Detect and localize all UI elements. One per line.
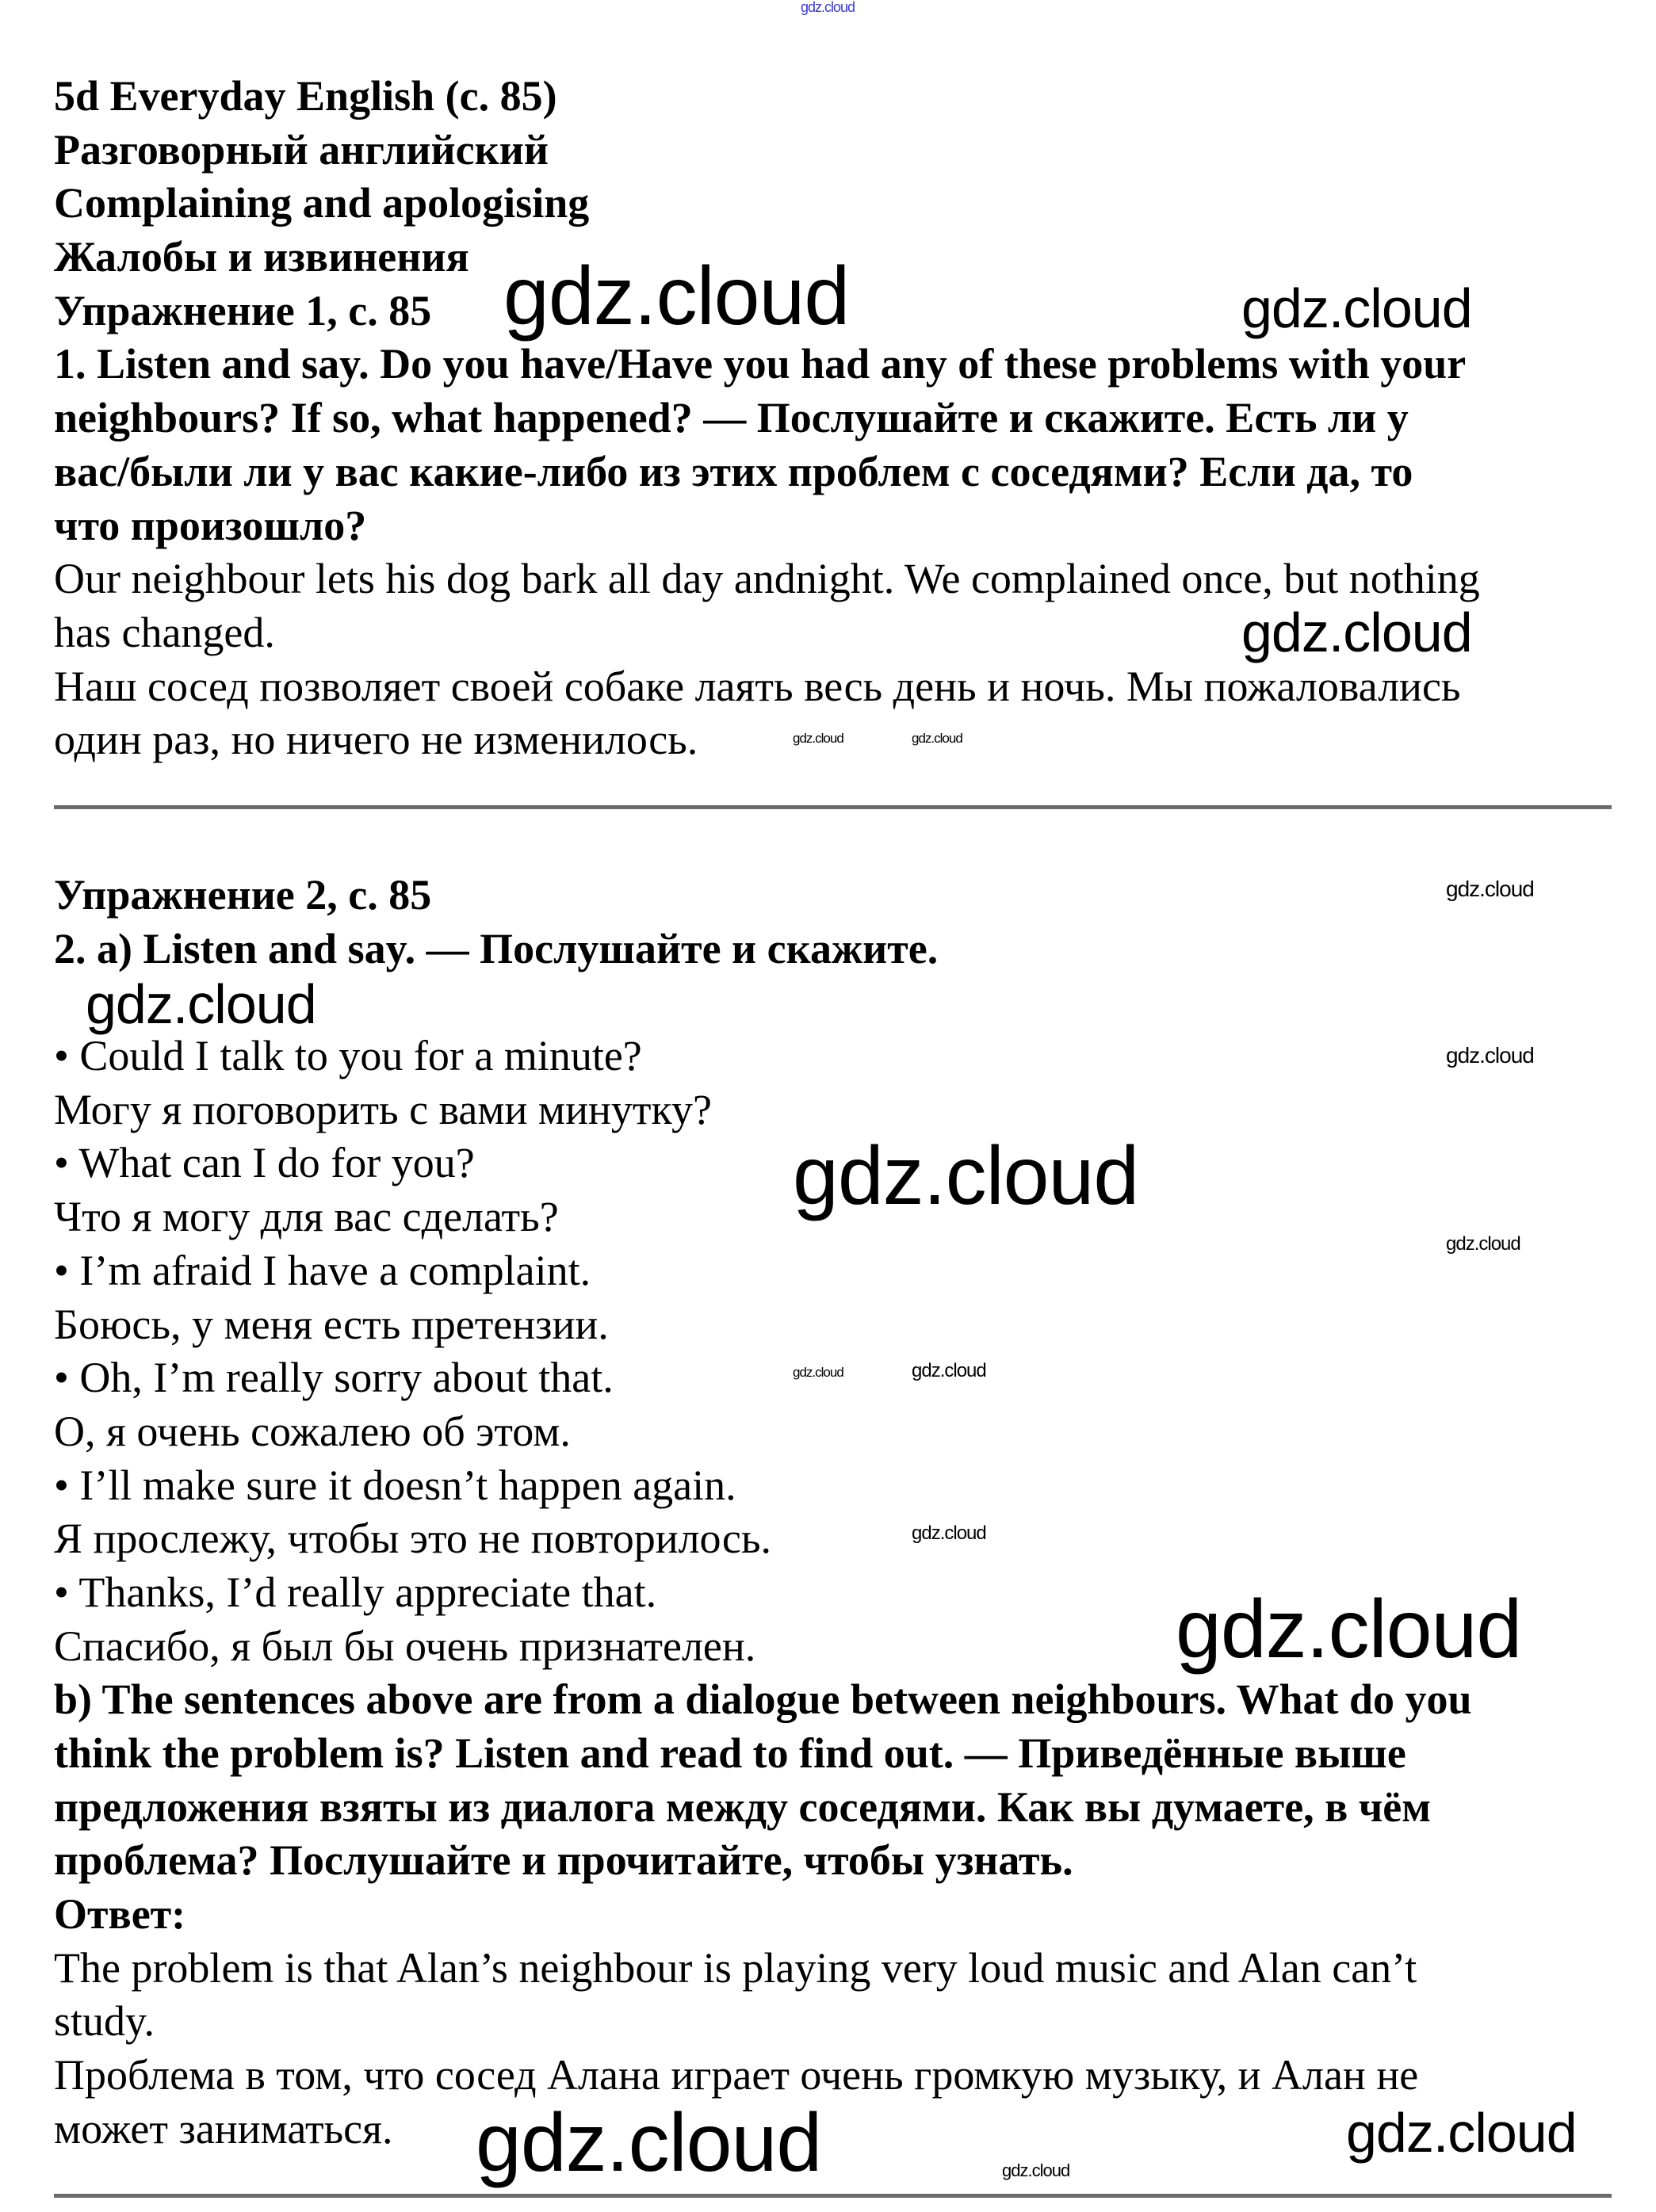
phrase-line: • What can I do for you? xyxy=(54,1139,475,1187)
exercise-1-task-line: что произошло? xyxy=(54,501,367,549)
watermark: gdz.cloud xyxy=(912,1360,986,1381)
phrase-line: Боюсь, у меня есть претензии. xyxy=(54,1300,609,1348)
watermark: gdz.cloud xyxy=(912,731,962,746)
page-title: 5d Everyday English (с. 85) xyxy=(54,72,557,120)
watermark: gdz.cloud xyxy=(1346,2102,1577,2164)
phrase-line: Спасибо, я был бы очень признателен. xyxy=(54,1622,756,1670)
phrase-line: • I’m afraid I have a complaint. xyxy=(54,1246,591,1294)
answer-label: Ответ: xyxy=(54,1890,186,1939)
exercise-2-answer-line: The problem is that Alan’s neighbour is playing very loud music and Alan can’t xyxy=(54,1943,1417,1992)
exercise-1-answer-line: Наш сосед позволяет своей собаке лаять весь день и ночь. Мы пожаловались xyxy=(54,662,1461,710)
watermark: gdz.cloud xyxy=(793,1130,1139,1222)
watermark: gdz.cloud xyxy=(1446,1233,1520,1255)
exercise-2-heading: Упражнение 2, с. 85 xyxy=(54,871,432,919)
watermark: gdz.cloud xyxy=(793,1365,843,1380)
phrase-line: Что я могу для вас сделать? xyxy=(54,1193,559,1241)
header-watermark: gdz.cloud xyxy=(801,0,855,15)
watermark: gdz.cloud xyxy=(86,973,316,1035)
section-divider xyxy=(54,2194,1612,2198)
section-2 xyxy=(54,869,1639,2164)
exercise-1-heading: Упражнение 1, с. 85 xyxy=(54,286,432,334)
exercise-2-answer-line: может заниматься. xyxy=(54,2104,393,2153)
phrase-line: • I’ll make sure it doesn’t happen again. xyxy=(54,1461,736,1509)
page-subtitle-ru: Жалобы и извинения xyxy=(54,233,469,281)
watermark: gdz.cloud xyxy=(476,2097,822,2189)
watermark: gdz.cloud xyxy=(1241,602,1472,663)
exercise-1-task-line: neighbours? If so, what happened? — Послушайте и скажите. Есть ли у xyxy=(54,394,1409,442)
phrase-line: • Oh, I’m really sorry about that. xyxy=(54,1354,614,1402)
exercise-1-task-line: 1. Listen and say. Do you have/Have you had any of these problems with your xyxy=(54,340,1467,388)
page-title-ru: Разговорный английский xyxy=(54,125,549,174)
exercise-2b-task-line: проблема? Послушайте и прочитайте, чтобы узнать. xyxy=(54,1836,1073,1885)
spacer xyxy=(54,976,62,1030)
watermark: gdz.cloud xyxy=(1002,2160,1070,2180)
exercise-2b-task-line: think the problem is? Listen and read to find out. — Приведённые выше xyxy=(54,1729,1406,1777)
watermark: gdz.cloud xyxy=(1446,1043,1534,1068)
phrase-line: • Could I talk to you for a minute? xyxy=(54,1032,642,1080)
watermark: gdz.cloud xyxy=(912,1522,986,1544)
exercise-2b-task-line: предложения взяты из диалога между соседями. Как вы думаете, в чём xyxy=(54,1782,1432,1831)
phrase-line: О, я очень сожалею об этом. xyxy=(54,1407,571,1455)
exercise-1-answer-line: Our neighbour lets his dog bark all day andnight. We complained once, but nothing xyxy=(54,555,1480,603)
watermark: gdz.cloud xyxy=(793,731,843,746)
exercise-2-answer-line: study. xyxy=(54,1997,155,2046)
exercise-1-task-line: вас/были ли у вас какие-либо из этих проблем с соседями? Если да, то xyxy=(54,447,1413,495)
section-divider xyxy=(54,805,1612,809)
watermark: gdz.cloud xyxy=(1241,277,1472,339)
phrase-line: Я прослежу, чтобы это не повторилось. xyxy=(54,1515,772,1563)
page-subtitle: Complaining and apologising xyxy=(54,179,590,227)
phrase-line: • Thanks, I’d really appreciate that. xyxy=(54,1568,657,1616)
watermark: gdz.cloud xyxy=(1176,1584,1522,1675)
exercise-2-answer-line: Проблема в том, что сосед Алана играет очень громкую музыку, и Алан не xyxy=(54,2051,1419,2099)
phrase-line: Могу я поговорить с вами минутку? xyxy=(54,1085,712,1133)
watermark: gdz.cloud xyxy=(1446,877,1534,901)
exercise-1-answer-line: один раз, но ничего не изменилось. xyxy=(54,716,698,764)
watermark: gdz.cloud xyxy=(503,250,850,342)
exercise-2a-task: 2. a) Listen and say. — Послушайте и скажите. xyxy=(54,924,939,972)
exercise-1-answer-line: has changed. xyxy=(54,608,275,656)
exercise-2b-task-line: b) The sentences above are from a dialogue between neighbours. What do you xyxy=(54,1675,1472,1724)
